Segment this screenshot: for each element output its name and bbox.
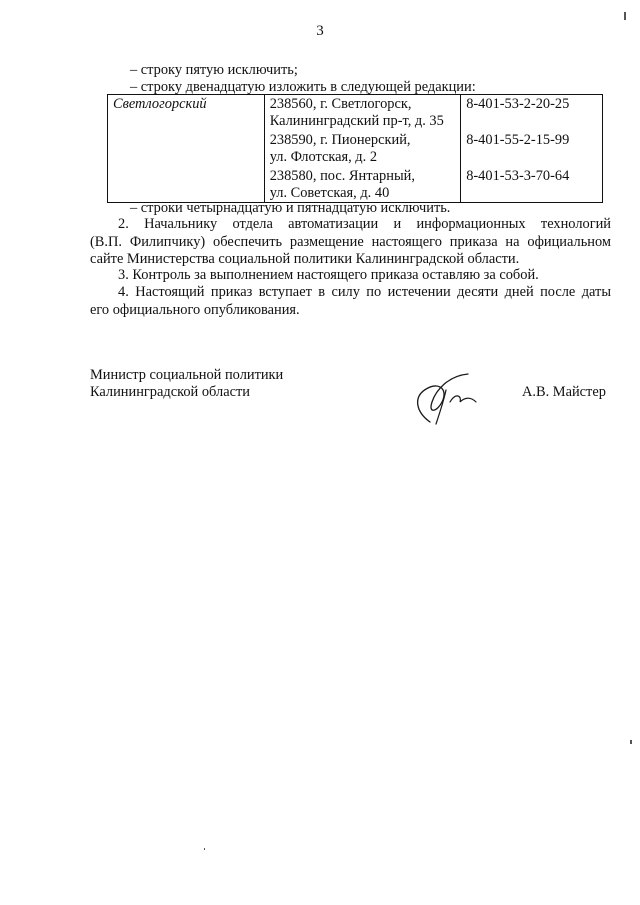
phone-number: 8-401-53-2-20-25: [466, 96, 570, 112]
town-cell: [108, 95, 265, 203]
page-number: 3: [316, 23, 324, 39]
address-line: 238580, пос. Янтарный,: [269, 168, 415, 184]
signatory-position-line: Министр социальной политики: [90, 367, 284, 383]
paragraph-4-line: 4. Настоящий приказ вступает в силу по истечении десяти дней после даты: [118, 284, 611, 300]
item-twelfth-row-intro: – строку двенадцатую изложить в следующей редакции:: [130, 79, 476, 95]
signatory-name: А.В. Майстер: [522, 384, 606, 400]
paragraph-2: [90, 216, 611, 269]
address-line: ул. Флотская, д. 2: [269, 149, 378, 165]
paragraph-2-line: сайте Министерства социальной политики Калининградской области.: [90, 251, 520, 267]
paragraph-4: [90, 284, 611, 319]
phone-number: 8-401-55-2-15-99: [466, 132, 570, 148]
signatory-position-line: Калининградской области: [90, 384, 250, 400]
town-name: Светлогорский: [113, 96, 207, 112]
paragraph-4-line: его официального опубликования.: [90, 301, 300, 318]
address-cell: [264, 95, 460, 203]
address-line: Калининградский пр-т, д. 35: [269, 113, 444, 129]
address-line: 238590, г. Пионерский,: [269, 132, 411, 148]
address-line: 238560, г. Светлогорск,: [269, 96, 412, 112]
scan-speck: [204, 848, 205, 850]
phone-cell: [461, 95, 603, 203]
phone-number: 8-401-53-3-70-64: [466, 168, 570, 184]
paragraph-2-line: (В.П. Филипчику) обеспечить размещение настоящего приказа на официальном: [90, 233, 611, 250]
table-row: [108, 95, 603, 203]
scan-speck: [624, 12, 626, 20]
paragraph-3: 3. Контроль за выполнением настоящего приказа оставляю за собой.: [118, 267, 539, 283]
signatory-position: [90, 367, 283, 401]
handwritten-signature: [402, 372, 482, 426]
scan-speck: [630, 740, 632, 744]
item-remove-fifth-row: – строку пятую исключить;: [130, 62, 298, 78]
paragraph-2-line: 2. Начальнику отдела автоматизации и информационных технологий: [118, 216, 611, 232]
item-remove-14-15-rows: – строки четырнадцатую и пятнадцатую исключить.: [130, 200, 451, 216]
address-line: ул. Советская, д. 40: [269, 185, 390, 201]
address-table: [107, 94, 603, 203]
